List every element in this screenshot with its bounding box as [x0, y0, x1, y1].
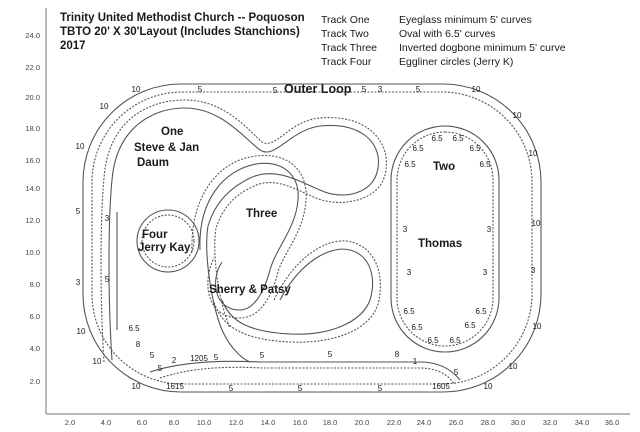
x-tick-28: 28.0: [480, 418, 496, 427]
inner-radius-label: 6.5: [128, 324, 140, 333]
x-tick-18: 18.0: [322, 418, 338, 427]
x-tick-8: 8.0: [168, 418, 180, 427]
x-tick-34: 34.0: [574, 418, 590, 427]
outer-radius-label: 10: [75, 142, 85, 151]
y-tick-8: 8.0: [29, 280, 40, 289]
legend-track-three-name: Track Three: [321, 42, 378, 54]
outer-radius-label: 3: [75, 278, 81, 287]
inner-radius-label: 8: [394, 350, 400, 359]
inner-radius-label: 5: [259, 351, 265, 360]
two-radius-label: 6.5: [412, 144, 424, 153]
outer-radius-label: 5: [415, 85, 421, 94]
two-radius-label: 3: [482, 268, 488, 277]
two-radius-label: 6.5: [431, 134, 443, 143]
label-sherry-patsy: Sherry & Patsy: [209, 284, 291, 296]
y-tick-12: 12.0: [25, 216, 40, 225]
y-tick-22: 22.0: [25, 63, 40, 72]
layout-title-line-1: Trinity United Methodist Church -- Poquoson: [60, 12, 305, 24]
legend-track-four-desc: Eggliner circles (Jerry K): [399, 56, 514, 68]
two-radius-label: 3: [406, 268, 412, 277]
outer-radius-label: 5: [75, 207, 81, 216]
outer-radius-label: 10: [508, 362, 518, 371]
outer-radius-label: 10: [99, 102, 109, 111]
y-tick-2: 2.0: [29, 377, 40, 386]
inner-radius-label: 5: [453, 368, 459, 377]
label-jerry-kay: Jerry Kay: [138, 242, 191, 254]
x-tick-30: 30.0: [510, 418, 526, 427]
two-radius-label: 6.5: [449, 336, 461, 345]
outer-radius-label: 3: [530, 266, 536, 275]
outer-radius-label: 5: [297, 384, 303, 393]
two-radius-label: 6.5: [475, 307, 487, 316]
outer-radius-label: 3: [377, 85, 383, 94]
legend-track-two-desc: Oval with 6.5' curves: [399, 28, 496, 40]
outer-radius-label: 10: [483, 382, 493, 391]
inner-radius-label: 1615: [166, 382, 184, 391]
y-tick-16: 16.0: [25, 156, 40, 165]
layout-title-line-2: TBTO 20' X 30'Layout (Includes Stanchions): [60, 26, 300, 38]
legend-track-one-name: Track One: [321, 14, 370, 26]
label-two: Two: [433, 161, 456, 173]
legend-track-one-desc: Eyeglass minimum 5' curves: [399, 14, 532, 26]
two-radius-label: 3: [402, 225, 408, 234]
inner-radius-label: 2: [171, 356, 177, 365]
outer-radius-label: 10: [531, 219, 541, 228]
y-tick-10: 10.0: [25, 248, 40, 257]
outer-radius-label: 10: [532, 322, 542, 331]
two-radius-label: 6.5: [479, 160, 491, 169]
outer-radius-label: 10: [512, 111, 522, 120]
x-tick-26: 26.0: [448, 418, 464, 427]
inner-radius-label: 5: [213, 353, 219, 362]
label-three: Three: [246, 208, 278, 220]
outer-radius-label: 10: [528, 149, 538, 158]
outer-radius-label: 5: [197, 85, 203, 94]
label-steve-jan: Steve & Jan: [134, 142, 200, 154]
x-tick-14: 14.0: [260, 418, 276, 427]
y-tick-24: 24.0: [25, 31, 40, 40]
legend-track-three-desc: Inverted dogbone minimum 5' curve: [399, 42, 566, 54]
label-outer-loop: Outer Loop: [284, 82, 352, 96]
inner-radius-label: 1605: [432, 382, 450, 391]
outer-radius-label: 10: [92, 357, 102, 366]
outer-radius-label: 5: [377, 384, 383, 393]
legend-track-four-name: Track Four: [321, 56, 372, 68]
x-tick-32: 32.0: [542, 418, 558, 427]
two-radius-label: 6.5: [403, 307, 415, 316]
x-tick-6: 6.0: [136, 418, 148, 427]
two-radius-label: 3: [486, 225, 492, 234]
outer-radius-label: 10: [131, 85, 141, 94]
label-one: One: [161, 126, 184, 138]
two-radius-label: 6.5: [427, 336, 439, 345]
y-tick-4: 4.0: [29, 344, 40, 353]
inner-radius-label: 5: [327, 350, 333, 359]
x-tick-20: 20.0: [354, 418, 370, 427]
two-radius-label: 6.5: [411, 323, 423, 332]
y-tick-14: 14.0: [25, 184, 40, 193]
inner-radius-label: 1205: [190, 354, 208, 363]
x-tick-12: 12.0: [228, 418, 244, 427]
inner-radius-label: 8: [135, 340, 141, 349]
label-daum: Daum: [137, 157, 169, 169]
outer-radius-label: 10: [471, 85, 481, 94]
two-radius-label: 6.5: [404, 160, 416, 169]
label-thomas: Thomas: [418, 238, 463, 250]
outer-radius-label: 5: [272, 86, 278, 95]
y-tick-6: 6.0: [29, 312, 40, 321]
outer-radius-label: 5: [104, 275, 110, 284]
layout-title-line-3: 2017: [60, 40, 86, 52]
outer-radius-label: 5: [361, 85, 367, 94]
outer-radius-label: 10: [131, 382, 141, 391]
y-tick-20: 20.0: [25, 93, 40, 102]
two-radius-label: 6.5: [452, 134, 464, 143]
inner-radius-label: 5: [149, 351, 155, 360]
y-tick-18: 18.0: [25, 124, 40, 133]
inner-radius-label: 1: [412, 357, 418, 366]
x-tick-2: 2.0: [64, 418, 76, 427]
x-tick-4: 4.0: [100, 418, 112, 427]
label-four: Four: [142, 229, 168, 241]
x-tick-16: 16.0: [292, 418, 308, 427]
legend-track-two-name: Track Two: [321, 28, 369, 40]
x-tick-22: 22.0: [386, 418, 402, 427]
outer-radius-label: 5: [228, 384, 234, 393]
outer-radius-label: 10: [76, 327, 86, 336]
two-radius-label: 6.5: [469, 144, 481, 153]
x-tick-36: 36.0: [604, 418, 620, 427]
inner-radius-label: 5: [157, 364, 163, 373]
two-radius-label: 6.5: [464, 321, 476, 330]
outer-radius-label: 3: [104, 214, 110, 223]
x-tick-24: 24.0: [416, 418, 432, 427]
x-tick-10: 10.0: [196, 418, 212, 427]
